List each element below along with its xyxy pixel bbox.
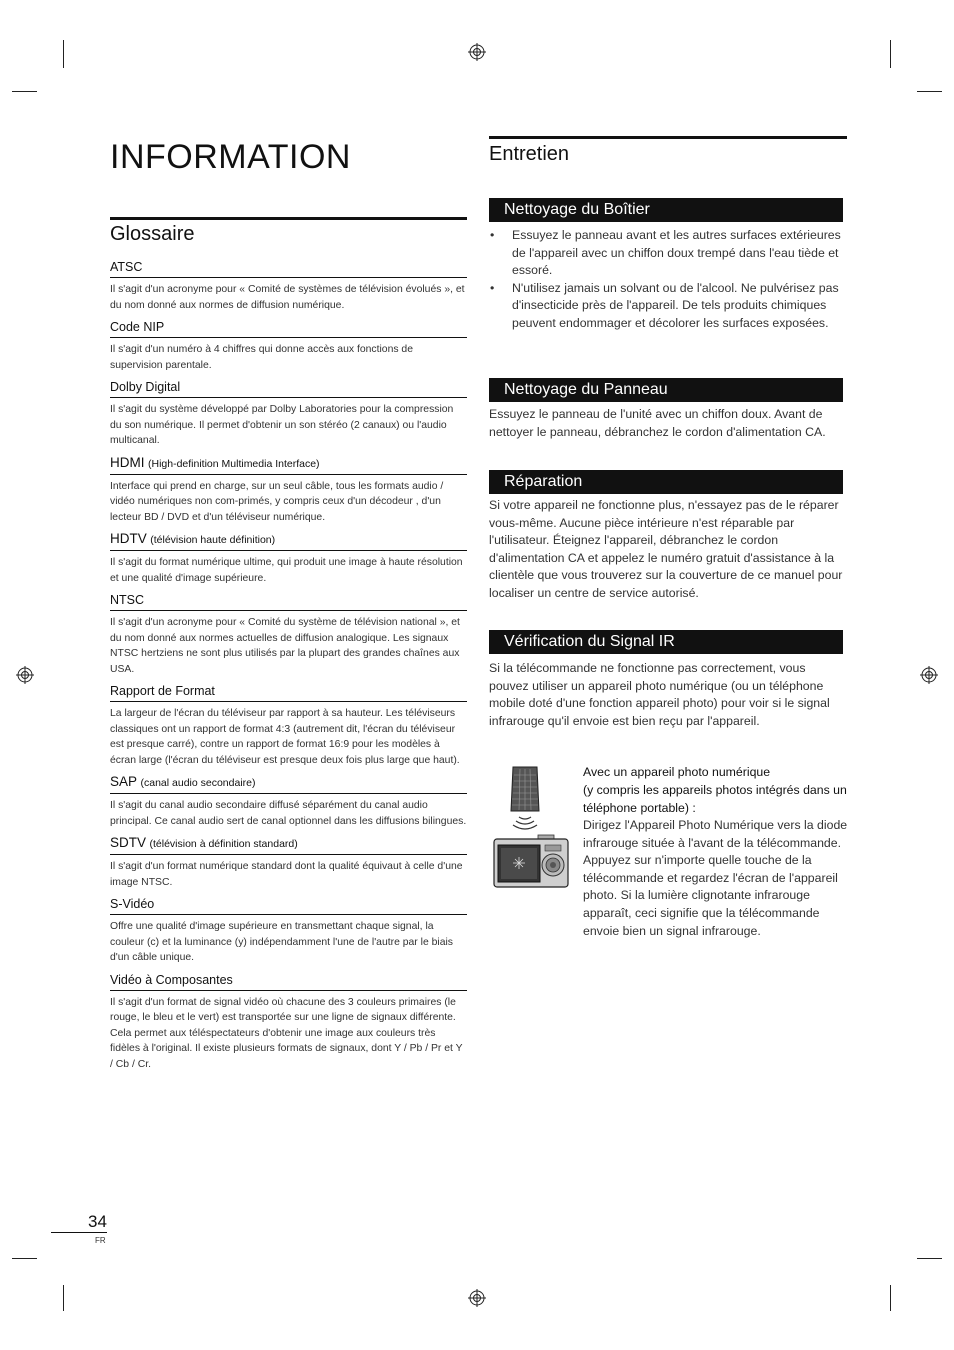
glossary-definition: Il s'agit d'un acronyme pour « Comité du système de télévision national », et du nom donné aux normes actuelles de diffusion analogique. Les signaux NTSC hertziens ne sont plus utilisés par la plupart des grandes chaînes aux USA. bbox=[110, 617, 460, 675]
remote-control-icon bbox=[511, 767, 539, 811]
repair-heading: Réparation bbox=[489, 470, 843, 494]
glossary-definition: La largeur de l'écran du téléviseur par rapport à sa hauteur. Les téléviseurs classiques ont un rapport de format 4:3 (autrement dit, l'écran du téléviseur est presque carré), contre un rapport de format 16:9 pour les modèles à écran large (l'écran du téléviseur est presque deux fois plus large que haut). bbox=[110, 708, 460, 766]
glossary-definition: Il s'agit du canal audio secondaire diffusé séparément du canal audio principal. Ce canal audio sert de canal optionnel dans les diffusions bilingues. bbox=[110, 800, 467, 827]
crop-mark bbox=[63, 40, 64, 68]
repair-text: Si votre appareil ne fonctionne plus, n'essayez pas de le réparer vous-même. Aucune pièce intérieure n'est réparable par l'utilisateur. Éteignez l'appareil, débranchez le cordon d'alimentation CA et appelez le numéro gratuit d'assistance à la clientèle que vous trouverez sur la couverture de ce manuel pour localiser un centre de service autorisé. bbox=[489, 498, 843, 600]
maintenance-heading: Entretien bbox=[489, 143, 570, 165]
crop-mark bbox=[12, 91, 37, 92]
registration-mark-icon bbox=[468, 43, 486, 61]
glossary-entry bbox=[110, 896, 467, 966]
glossary-definition: Il s'agit d'un acronyme pour « Comité de systèmes de télévision évolués », et du nom donné aux normes de diffusion numérique. bbox=[110, 284, 465, 311]
camera-heading: Avec un appareil photo numérique bbox=[583, 765, 771, 779]
glossary-entry bbox=[110, 455, 467, 526]
crop-mark bbox=[917, 91, 942, 92]
panel-cleaning-text: Essuyez le panneau de l'unité avec un chiffon doux. Avant de nettoyer le panneau, débranchez le cordon d'alimentation CA. bbox=[489, 407, 826, 439]
glossary-term: Rapport de Format bbox=[110, 683, 467, 702]
glossary-entry bbox=[110, 319, 467, 373]
page-number: 34 bbox=[88, 1212, 107, 1231]
crop-mark bbox=[890, 40, 891, 68]
glossary-definition: Il s'agit du système développé par Dolby Laboratories pour la compression du son numérique. Il permet d'obtenir un son stéréo (2 canaux) ou l'audio multicanal. bbox=[110, 404, 454, 446]
glossary-term: HDTV (télévision haute définition) bbox=[110, 531, 467, 551]
bullet-item: • N'utilisez jamais un solvant ou de l'alcool. Ne pulvérisez pas d'insecticide près de l'appareil. De tels produits chimiques peuvent endommager et décolorer les surfaces exposées. bbox=[489, 280, 844, 333]
registration-mark-icon bbox=[920, 666, 938, 684]
glossary-heading: Glossaire bbox=[110, 223, 195, 245]
registration-mark-icon bbox=[16, 666, 34, 684]
camera-icon bbox=[494, 835, 568, 887]
ir-check-text: Si la télécommande ne fonctionne pas correctement, vous pouvez utiliser un appareil photo numérique (ou un téléphone mobile doté d'une fonction appareil photo) pour voir si le signal infrarouge qu'il envoie est bien reçu par l'appareil. bbox=[489, 661, 830, 728]
glossary-term: NTSC bbox=[110, 592, 467, 611]
section-rule bbox=[110, 217, 467, 220]
crop-mark bbox=[917, 1258, 942, 1259]
glossary-entry bbox=[110, 683, 467, 768]
glossary-term: SAP (canal audio secondaire) bbox=[110, 774, 467, 794]
glossary-term: S-Vidéo bbox=[110, 896, 467, 915]
cabinet-cleaning-heading: Nettoyage du Boîtier bbox=[489, 198, 843, 222]
bullet-list bbox=[489, 227, 844, 333]
glossary-definition: Interface qui prend en charge, sur un seul câble, tous les formats audio / vidéo numériques non com-primés, y compris ceux d'un décodeur , d'un lecteur BD / DVD et d'un téléviseur numérique. bbox=[110, 480, 444, 523]
section-rule bbox=[489, 136, 847, 139]
glossary-definition: Offre une qualité d'image supérieure en transmettant chaque signal, la couleur (c) et la luminance (y) indépendamment l'une de l'autre par le biais d'un câble unique. bbox=[110, 921, 453, 963]
glossary-entry bbox=[110, 774, 467, 829]
glossary-term: Code NIP bbox=[110, 319, 467, 338]
glossary-definition: Il s'agit d'un format de signal vidéo où chacune des 3 couleurs primaires (le rouge, le bleu et le vert) est transportée sur une ligne de signaux différente. Cela permet aux téléspectateurs d'obtenir une image aux couleurs très fidèles à l'original. Il existe plusieurs formats de signaux, dont Y / Pb / Pr et Y / Cb / Cr. bbox=[110, 996, 463, 1070]
registration-mark-icon bbox=[468, 1289, 486, 1307]
panel-cleaning-body bbox=[489, 406, 844, 441]
glossary-entry bbox=[110, 592, 467, 677]
glossary-entry bbox=[110, 835, 467, 890]
glossary-definition: Il s'agit d'un numéro à 4 chiffres qui donne accès aux fonctions de supervision parentale. bbox=[110, 344, 413, 371]
remote-camera-illustration bbox=[493, 765, 571, 889]
panel-cleaning-heading: Nettoyage du Panneau bbox=[489, 378, 843, 402]
ir-check-body bbox=[489, 660, 844, 730]
bullet-item: • Essuyez le panneau avant et les autres surfaces extérieures de l'appareil avec un chiffon doux trempé dans l'eau tiède et essoré. bbox=[489, 227, 844, 280]
ir-check-heading: Vérification du Signal IR bbox=[489, 630, 843, 654]
crop-mark bbox=[890, 1285, 891, 1311]
page-language: FR bbox=[95, 1236, 106, 1245]
glossary-term: Dolby Digital bbox=[110, 379, 467, 398]
repair-body bbox=[489, 497, 844, 603]
glossary-definition: Il s'agit du format numérique ultime, qui produit une image à haute résolution et une qualité d'image supérieure. bbox=[110, 557, 463, 584]
glossary-term: HDMI (High-definition Multimedia Interface) bbox=[110, 455, 467, 475]
camera-instructions bbox=[583, 763, 848, 940]
glossary-entry bbox=[110, 259, 467, 313]
crop-mark bbox=[63, 1285, 64, 1311]
glossary-entry bbox=[110, 379, 467, 449]
page-title: INFORMATION bbox=[110, 138, 351, 176]
page-number-rule bbox=[51, 1232, 107, 1233]
glossary-term: SDTV (télévision à définition standard) bbox=[110, 835, 467, 855]
ir-waves-icon bbox=[513, 817, 537, 829]
camera-text: Dirigez l'Appareil Photo Numérique vers la diode infrarouge située à l'avant de la télécommande. Appuyez sur n'importe quelle touche de la télécommande et regardez l'écran de l'appareil photo. Si la lumière clignotante infrarouge apparaît, ceci signifie que la télécommande envoie bien un signal infrarouge. bbox=[583, 818, 848, 938]
glossary-entry bbox=[110, 972, 467, 1073]
glossary-term: ATSC bbox=[110, 259, 467, 278]
glossary-list bbox=[110, 259, 467, 1078]
cabinet-cleaning-body bbox=[489, 227, 844, 333]
glossary-definition: Il s'agit d'un format numérique standard dont la qualité équivaut à celle d'une image NTSC. bbox=[110, 861, 463, 888]
crop-mark bbox=[12, 1258, 37, 1259]
camera-subheading: (y compris les appareils photos intégrés dans un téléphone portable) : bbox=[583, 783, 847, 815]
glossary-entry bbox=[110, 531, 467, 586]
glossary-term: Vidéo à Composantes bbox=[110, 972, 467, 991]
